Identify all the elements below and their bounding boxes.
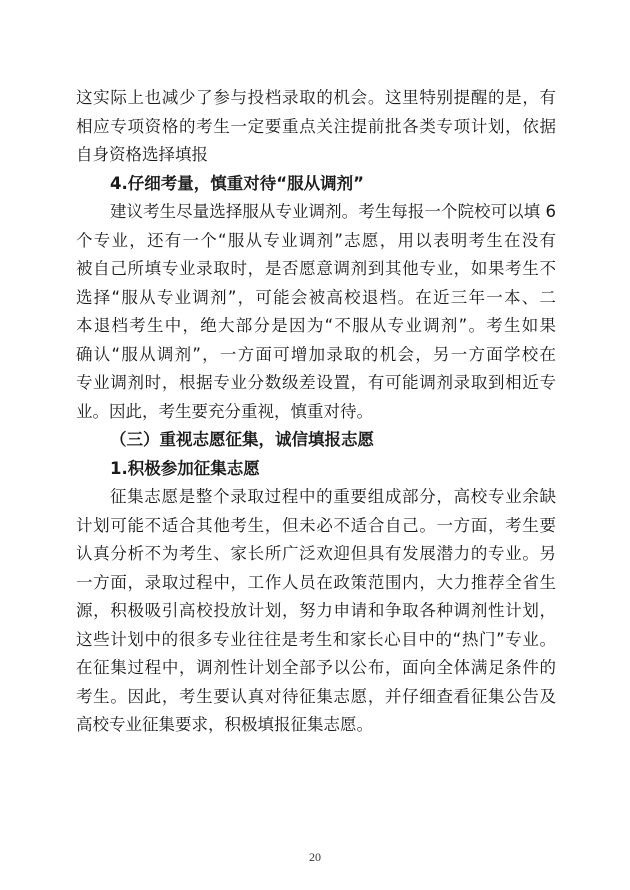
paragraph-line: 这些计划中的很多专业往往是考生和家长心目中的“热门”专业。 [76, 629, 556, 649]
paragraph-line: 选择“服从专业调剂”，可能会被高校退档。在近三年一本、二 [76, 287, 556, 307]
paragraph-line: 业。因此，考生要充分重视，慎重对待。 [76, 401, 373, 421]
paragraph-line: 专业调剂时，根据专业分数级差设置，有可能调剂录取到相近专 [76, 373, 556, 392]
paragraph-line: 计划可能不适合其他考生，但未必不适合自己。一方面，考生要 [76, 515, 556, 535]
paragraph-line: 被自己所填专业录取时，是否愿意调剂到其他专业，如果考生不 [76, 259, 556, 278]
paragraph-line: 一方面，录取过程中，工作人员在政策范围内，大力推荐全省生 [76, 572, 556, 592]
paragraph-line: 建议考生尽量选择服从专业调剂。考生每报一个院校可以填 6 [110, 202, 556, 221]
document-body [76, 84, 556, 740]
paragraph-line: 确认“服从调剂”，一方面可增加录取的机会，另一方面学校在 [76, 344, 556, 364]
section-heading: 4.仔细考量，慎重对待“服从调剂” [110, 173, 364, 193]
paragraph-line: 相应专项资格的考生一定要重点关注提前批各类专项计划，依据 [76, 116, 556, 136]
paragraph-line: 个专业，还有一个“服从专业调剂”志愿，用以表明考生在没有 [76, 230, 556, 250]
paragraph-line: 考生。因此，考生要认真对待征集志愿，并仔细查看征集公告及 [76, 686, 556, 706]
paragraph-line: 征集志愿是整个录取过程中的重要组成部分，高校专业余缺 [110, 487, 556, 506]
subsection-heading: 1.积极参加征集志愿 [110, 458, 260, 478]
section-heading: （三）重视志愿征集，诚信填报志愿 [110, 430, 374, 449]
paragraph-line: 在征集过程中，调剂性计划全部予以公布，面向全体满足条件的 [76, 658, 556, 677]
paragraph-line: 自身资格选择填报 [76, 145, 208, 164]
paragraph-line: 这实际上也减少了参与投档录取的机会。这里特别提醒的是，有 [76, 88, 556, 107]
paragraph-line: 本退档考生中，绝大部分是因为“不服从专业调剂”。考生如果 [76, 316, 556, 335]
paragraph-line: 认真分析不为考生、家长所广泛欢迎但具有发展潜力的专业。另 [76, 544, 556, 563]
paragraph-line: 高校专业征集要求，积极填报征集志愿。 [76, 715, 373, 734]
page-number: 20 [309, 850, 321, 864]
paragraph-line: 源，积极吸引高校投放计划，努力申请和争取各种调剂性计划， [76, 601, 556, 620]
